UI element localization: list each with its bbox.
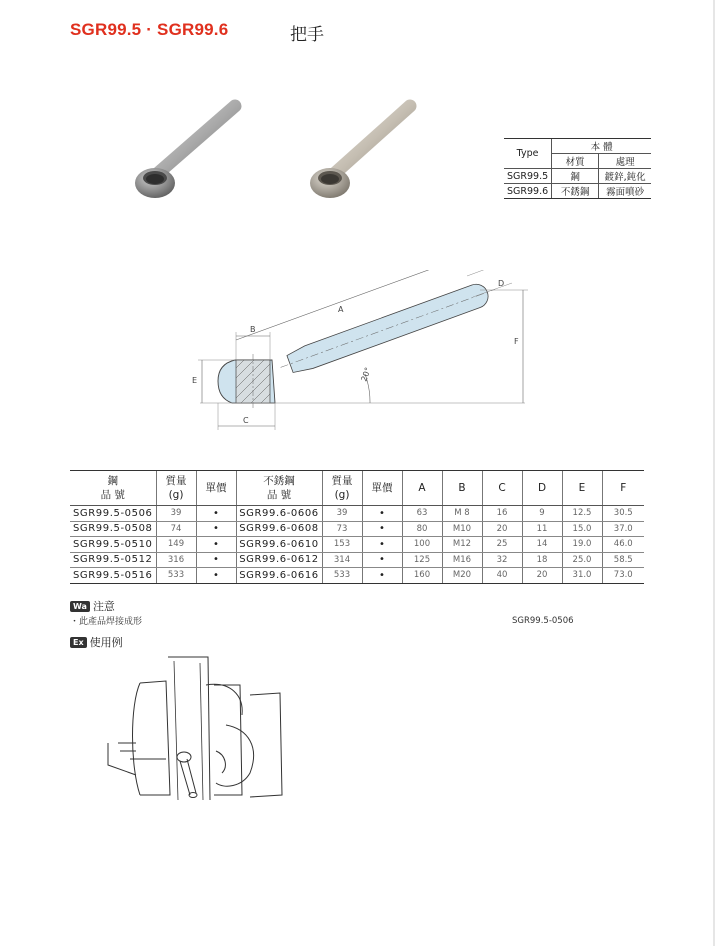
cell-a: 100 [402, 537, 442, 553]
col-a: A [402, 471, 442, 506]
cell-code2: SGR99.6-0610 [236, 537, 322, 553]
cell-d: 14 [522, 537, 562, 553]
dim-label-e: E [192, 376, 198, 385]
spec-table [70, 470, 644, 584]
cell-c: 20 [482, 521, 522, 537]
col-steel-part-no: 鋼 品 號 [70, 471, 156, 506]
cell-f: 73.0 [602, 568, 644, 584]
material-header: 材質 [552, 154, 599, 169]
col-d: D [522, 471, 562, 506]
cell-f: 30.5 [602, 506, 644, 522]
cell-b: M10 [442, 521, 482, 537]
cell-e: 12.5 [562, 506, 602, 522]
cell-b: M 8 [442, 506, 482, 522]
cell-p1: • [196, 521, 236, 537]
cell-w1: 533 [156, 568, 196, 584]
cell-code2: SGR99.6-0612 [236, 552, 322, 568]
cell-p2: • [362, 568, 402, 584]
cell-w2: 153 [322, 537, 362, 553]
spec-row [70, 537, 644, 553]
cell-p1: • [196, 552, 236, 568]
cell-code1: SGR99.5-0506 [70, 506, 156, 522]
col-weight-stainless: 質量 (g) [322, 471, 362, 506]
cell-b: M12 [442, 537, 482, 553]
cell-w1: 149 [156, 537, 196, 553]
cell-p1: • [196, 537, 236, 553]
col-c: C [482, 471, 522, 506]
cell-code2: SGR99.6-0606 [236, 506, 322, 522]
material-row: SGR99.6 不銹鋼 霧面噴砂 [504, 184, 651, 199]
cell-code1: SGR99.5-0510 [70, 537, 156, 553]
cell-p2: • [362, 552, 402, 568]
cell-code1: SGR99.5-0516 [70, 568, 156, 584]
spec-row [70, 568, 644, 584]
product-photo-stainless [300, 92, 425, 207]
page-title: SGR99.5 · SGR99.6 [70, 20, 229, 39]
dim-label-b: B [250, 325, 256, 334]
cell-b: M16 [442, 552, 482, 568]
cell-code2: SGR99.6-0616 [236, 568, 322, 584]
cell-code2: SGR99.6-0608 [236, 521, 322, 537]
page-subtitle: 把手 [290, 25, 324, 45]
cell-d: 9 [522, 506, 562, 522]
cell-code1: SGR99.5-0508 [70, 521, 156, 537]
cell-p2: • [362, 506, 402, 522]
spec-row [70, 506, 644, 522]
cell-w1: 316 [156, 552, 196, 568]
material-table [504, 138, 651, 199]
col-stainless-part-no: 不銹鋼 品 號 [236, 471, 322, 506]
spec-row [70, 521, 644, 537]
note-text: ・此產品焊接成形 [70, 617, 143, 627]
cell-c: 16 [482, 506, 522, 522]
cell-a: 80 [402, 521, 442, 537]
note-heading: Wa 注意 [70, 598, 115, 614]
cell-c: 32 [482, 552, 522, 568]
cell-w1: 39 [156, 506, 196, 522]
cell-e: 31.0 [562, 568, 602, 584]
cell-w2: 533 [322, 568, 362, 584]
cell-w2: 39 [322, 506, 362, 522]
cell-e: 25.0 [562, 552, 602, 568]
usage-example-drawing [100, 655, 290, 805]
angle-label: 20° [359, 366, 373, 383]
example-badge-icon: Ex [70, 637, 87, 648]
cell-f: 58.5 [602, 552, 644, 568]
type-header: Type [504, 139, 552, 169]
product-photo-steel [125, 92, 250, 207]
cell-a: 125 [402, 552, 442, 568]
cell-d: 11 [522, 521, 562, 537]
col-b: B [442, 471, 482, 506]
col-price-stainless: 單價 [362, 471, 402, 506]
cell-w2: 73 [322, 521, 362, 537]
cell-c: 25 [482, 537, 522, 553]
cell-w2: 314 [322, 552, 362, 568]
cell-a: 63 [402, 506, 442, 522]
dim-label-f: F [514, 337, 519, 346]
dim-label-d: D [498, 279, 505, 288]
col-e: E [562, 471, 602, 506]
cell-a: 160 [402, 568, 442, 584]
col-f: F [602, 471, 644, 506]
cell-e: 15.0 [562, 521, 602, 537]
col-weight-steel: 質量 (g) [156, 471, 196, 506]
example-heading: Ex 使用例 [70, 634, 123, 650]
col-price-steel: 單價 [196, 471, 236, 506]
spec-row [70, 552, 644, 568]
cell-w1: 74 [156, 521, 196, 537]
cell-p1: • [196, 568, 236, 584]
body-header: 本 體 [552, 139, 652, 154]
cell-d: 20 [522, 568, 562, 584]
cell-f: 37.0 [602, 521, 644, 537]
cell-p2: • [362, 537, 402, 553]
cell-p2: • [362, 521, 402, 537]
cell-d: 18 [522, 552, 562, 568]
warning-badge-icon: Wa [70, 601, 90, 612]
material-row: SGR99.5 鋼 鍍鋅,鈍化 [504, 169, 651, 184]
dim-label-a: A [338, 305, 344, 314]
cell-c: 40 [482, 568, 522, 584]
cell-e: 19.0 [562, 537, 602, 553]
dim-label-c: C [243, 416, 249, 425]
treatment-header: 處理 [599, 154, 652, 169]
cell-f: 46.0 [602, 537, 644, 553]
example-part-ref: SGR99.5-0506 [512, 616, 574, 626]
cell-b: M20 [442, 568, 482, 584]
cell-code1: SGR99.5-0512 [70, 552, 156, 568]
technical-drawing [180, 270, 540, 435]
cell-p1: • [196, 506, 236, 522]
